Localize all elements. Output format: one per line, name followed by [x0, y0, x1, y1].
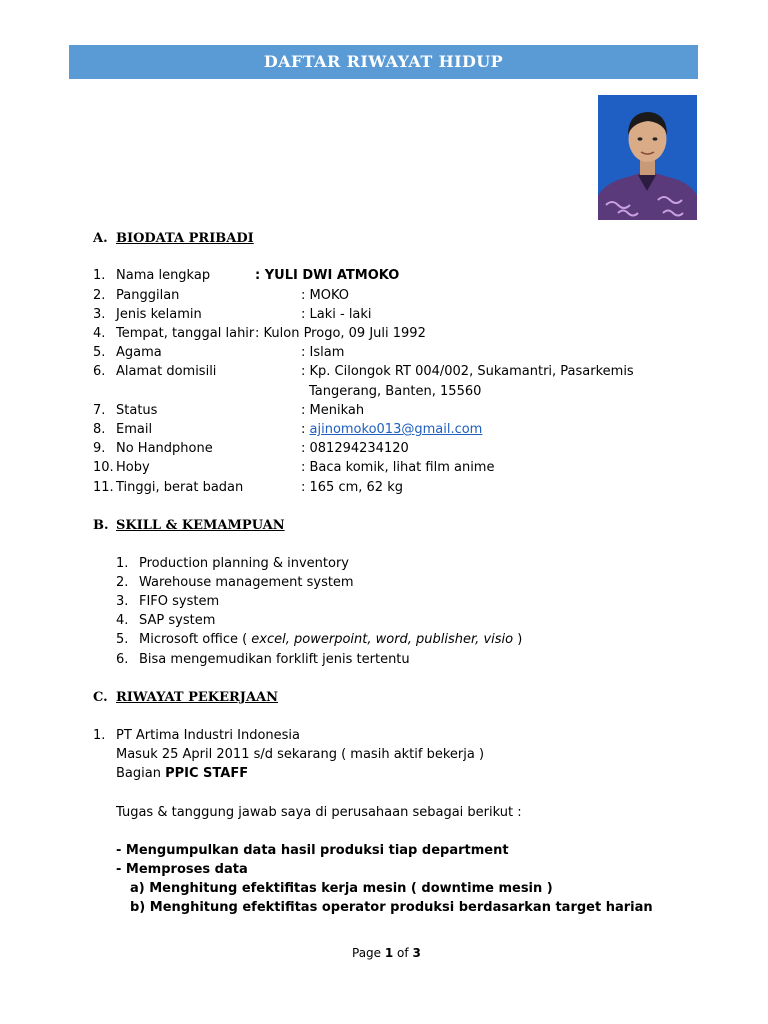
biodata-label: Nama lengkap — [116, 268, 211, 283]
person-portrait-icon — [598, 95, 697, 220]
skill-office-apps: excel, powerpoint, word, publisher, visio — [251, 632, 514, 647]
duty-subitem: a) Menghitung efektifitas kerja mesin ( downtime mesin ) — [130, 881, 553, 896]
biodata-value: : Baca komik, lihat film anime — [301, 460, 495, 475]
biodata-label: Jenis kelamin — [116, 307, 202, 322]
page-current: 1 — [384, 946, 394, 960]
biodata-value: : MOKO — [301, 288, 350, 303]
page-of-label: of — [393, 946, 413, 960]
biodata-value: : — [301, 422, 310, 437]
biodata-value-continued: Tangerang, Banten, 15560 — [309, 384, 482, 399]
section-c-letter: C. — [93, 690, 108, 705]
biodata-value: : 165 cm, 62 kg — [301, 480, 403, 495]
biodata-value: : Kp. Cilongok RT 004/002, Sukamantri, Pasarkemis — [301, 364, 634, 379]
biodata-value: : Laki - laki — [301, 307, 372, 322]
skill-text: FIFO system — [139, 594, 220, 609]
duty-subitem: b) Menghitung efektifitas operator produksi berdasarkan target harian — [130, 900, 653, 915]
duties-intro: Tugas & tanggung jawab saya di perusahaan sebagai berikut : — [116, 805, 522, 820]
skill-text: Microsoft office ( — [139, 632, 252, 647]
department-label: Bagian — [116, 766, 166, 781]
section-c-title: RIWAYAT PEKERJAAN — [116, 690, 279, 705]
department-value: PPIC STAFF — [165, 766, 249, 781]
biodata-num: 2. — [93, 288, 106, 303]
work-department — [116, 766, 248, 781]
skill-num: 4. — [116, 613, 129, 628]
biodata-label: Tempat, tanggal lahir — [116, 326, 255, 341]
biodata-num: 5. — [93, 345, 106, 360]
section-c-heading — [93, 690, 279, 705]
skill-text: Bisa mengemudikan forklift jenis tertentu — [139, 652, 410, 667]
document-title: DAFTAR RIWAYAT HIDUP — [263, 52, 504, 71]
skill-text: Warehouse management system — [139, 575, 354, 590]
biodata-num: 11. — [93, 480, 114, 495]
skill-text-end: ) — [513, 632, 523, 647]
section-b-title: SKILL & KEMAMPUAN — [116, 518, 285, 533]
duty-item: - Memproses data — [116, 862, 248, 877]
page-label: Page — [352, 946, 385, 960]
biodata-value: : Kulon Progo, 09 Juli 1992 — [255, 326, 426, 341]
skill-num: 2. — [116, 575, 129, 590]
profile-photo — [598, 95, 697, 220]
biodata-label: Tinggi, berat badan — [116, 480, 244, 495]
skill-num: 1. — [116, 556, 129, 571]
biodata-num: 10. — [93, 460, 114, 475]
biodata-num: 3. — [93, 307, 106, 322]
section-b-letter: B. — [93, 518, 109, 533]
section-a-title: BIODATA PRIBADI — [116, 231, 254, 246]
biodata-value-name: : YULI DWI ATMOKO — [255, 268, 400, 283]
biodata-num: 6. — [93, 364, 106, 379]
biodata-num: 4. — [93, 326, 106, 341]
biodata-label: No Handphone — [116, 441, 213, 456]
biodata-num: 1. — [93, 268, 106, 283]
biodata-value: : 081294234120 — [301, 441, 409, 456]
work-company: PT Artima Industri Indonesia — [116, 728, 301, 743]
work-period: Masuk 25 April 2011 s/d sekarang ( masih aktif bekerja ) — [116, 747, 485, 762]
skill-office-row — [139, 632, 522, 647]
skill-num: 6. — [116, 652, 129, 667]
biodata-num: 9. — [93, 441, 106, 456]
biodata-label: Alamat domisili — [116, 364, 217, 379]
biodata-label: Panggilan — [116, 288, 180, 303]
biodata-num: 7. — [93, 403, 106, 418]
biodata-label: Hoby — [116, 460, 150, 475]
biodata-value: : Menikah — [301, 403, 365, 418]
work-num: 1. — [93, 728, 106, 743]
biodata-value: : Islam — [301, 345, 345, 360]
section-a-letter: A. — [93, 231, 108, 246]
biodata-email-row — [301, 422, 482, 437]
email-link[interactable]: ajinomoko013@gmail.com — [309, 422, 483, 437]
section-a-heading — [93, 231, 254, 246]
skill-text: SAP system — [139, 613, 216, 628]
skill-text: Production planning & inventory — [139, 556, 349, 571]
section-b-heading — [93, 518, 285, 533]
title-bar — [69, 45, 698, 79]
biodata-label: Email — [116, 422, 153, 437]
biodata-label: Agama — [116, 345, 162, 360]
biodata-num: 8. — [93, 422, 106, 437]
skill-num: 3. — [116, 594, 129, 609]
duty-item: - Mengumpulkan data hasil produksi tiap department — [116, 843, 509, 858]
page-number — [352, 946, 421, 960]
page-total: 3 — [412, 946, 421, 960]
skill-num: 5. — [116, 632, 129, 647]
biodata-label: Status — [116, 403, 158, 418]
